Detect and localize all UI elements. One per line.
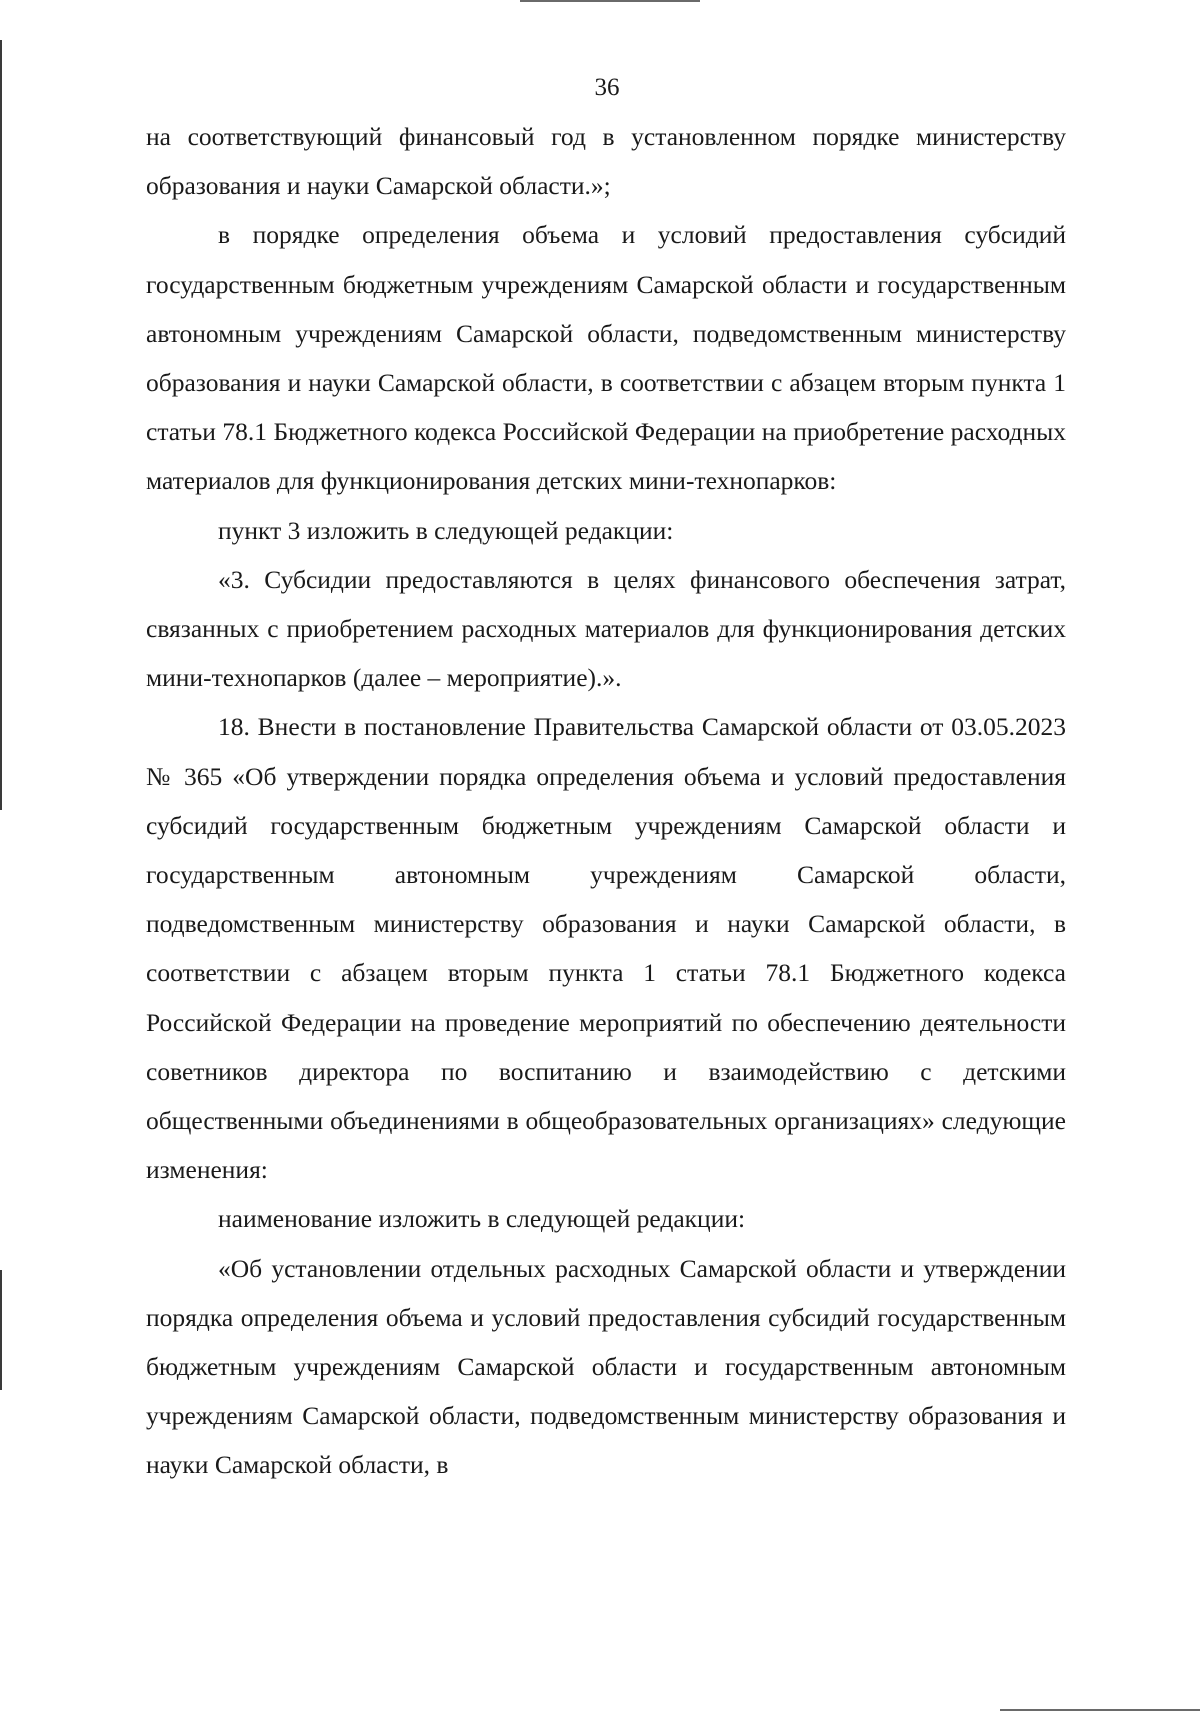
paragraph-3: пункт 3 изложить в следующей редакции:: [218, 515, 674, 545]
paragraph-2: в порядке определения объема и условий предоставления субсидий государственным бюджетным учреждениям Самарской области и государственным автономным учреждениям Самарской области, подведомственным министерству образования и науки Самарской области, в соответствии с абзацем вторым пункта 1 статьи 78.1 Бюджетного кодекса Российской Федерации на приобретение расходных материалов для функционирования детских мини-технопарков:: [146, 220, 1066, 496]
scan-edge-mark-left-lower: [0, 1270, 2, 1390]
document-body: [146, 112, 1066, 1490]
scan-bottom-line: [1000, 1709, 1200, 1711]
scan-edge-mark-left: [0, 40, 2, 810]
page-number: 36: [594, 74, 620, 101]
paragraph-4: «3. Субсидии предоставляются в целях финансового обеспечения затрат, связанных с приобретением расходных материалов для функционирования детских мини-технопарков (далее – мероприятие).».: [146, 564, 1066, 693]
scan-top-line: [520, 0, 700, 2]
paragraph-7: «Об установлении отдельных расходных Самарской области и утверждении порядка определения объема и условий предоставления субсидий государственным бюджетным учреждениям Самарской области и государственным автономным учреждениям Самарской области, подведомственным министерству образования и науки Самарской области, в: [146, 1253, 1066, 1480]
paragraph-5: 18. Внести в постановление Правительства Самарской области от 03.05.2023 № 365 «Об утверждении порядка определения объема и условий предоставления субсидий государственным бюджетным учреждениям Самарской области и государственным автономным учреждениям Самарской области, подведомственным министерству образования и науки Самарской области, в соответствии с абзацем вторым пункта 1 статьи 78.1 Бюджетного кодекса Российской Федерации на проведение мероприятий по обеспечению деятельности советников директора по воспитанию и взаимодействию с детскими общественными объединениями в общеобразовательных организациях» следующие изменения:: [146, 712, 1066, 1185]
paragraph-1: на соответствующий финансовый год в установленном порядке министерству образования и науки Самарской области.»;: [146, 122, 1066, 201]
paragraph-6: наименование изложить в следующей редакции:: [218, 1204, 746, 1234]
